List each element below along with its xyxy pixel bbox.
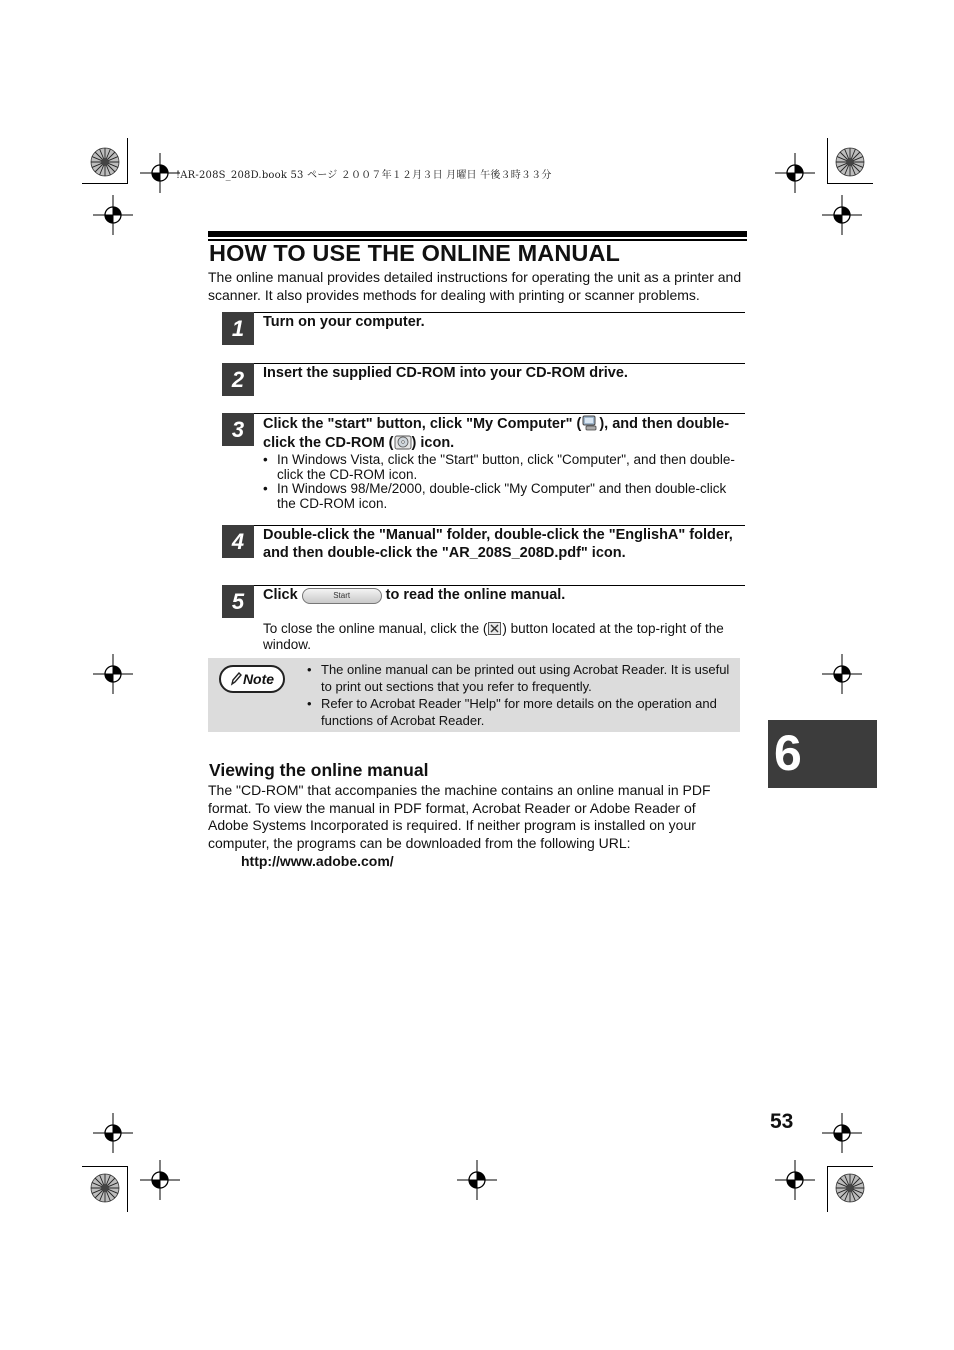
chapter-number: 6 [774,725,802,781]
registration-mark [140,153,180,193]
note-item: • Refer to Acrobat Reader "Help" for more details on the operation and functions of Acrobat Reader. [307,695,737,729]
registration-mark [93,1113,133,1153]
crop-line [127,1166,128,1212]
note-badge-label: Note [242,671,275,687]
note-box [208,658,740,732]
step-text-part: ), and then double-click the CD-ROM ( [263,416,730,451]
step-number: 3 [222,413,254,446]
crop-line [82,183,128,184]
step-number: 4 [222,525,254,558]
bullet-item: • In Windows 98/Me/2000, double-click "My Computer" and then double-click the CD-ROM icon. [263,482,738,511]
step-3-bullet-list [263,453,738,511]
close-icon [488,622,501,635]
registration-mark [775,1160,815,1200]
step-1 [222,312,745,346]
registration-mark [822,195,862,235]
step-text: Insert the supplied CD-ROM into your CD-ROM drive. [263,365,628,381]
note-list [307,661,737,729]
registration-mark [93,654,133,694]
step-text-part: ) icon. [411,435,455,451]
registration-mark [93,195,133,235]
close-instructions [263,621,743,652]
pencil-icon [230,672,242,686]
crop-line [827,1166,828,1212]
printer-star-mark [90,147,120,177]
adobe-url-link[interactable]: http://www.adobe.com/ [241,853,394,869]
step-text: Turn on your computer. [263,314,425,330]
step-text [263,414,738,452]
printer-star-mark [90,1173,120,1203]
start-button[interactable]: Start [302,588,382,604]
crop-line [127,138,128,184]
printer-star-mark [835,147,865,177]
registration-mark [822,654,862,694]
step-number: 2 [222,363,254,396]
crop-line [827,138,828,184]
my-computer-icon [581,414,599,432]
step-5 [222,585,745,619]
step-number: 5 [222,585,254,618]
page-number: 53 [770,1110,794,1133]
close-note-text: To close the online manual, click the ( [263,621,488,636]
intro-paragraph: The online manual provides detailed instructions for operating the unit as a printer and scanner. It also provides methods for dealing with printing or scanner problems. [208,269,742,303]
step-number: 1 [222,312,254,345]
page-title: HOW TO USE THE ONLINE MANUAL [209,240,620,266]
step-text-part: Click the "start" button, click "My Computer" ( [263,416,582,432]
registration-mark [822,1113,862,1153]
section-body: The "CD-ROM" that accompanies the machine contains an online manual in PDF format. To view the manual in PDF format, Acrobat Reader or Adobe Reader of Adobe Systems Incorporated is required. If neither program is installed on your computer, the programs can be downloaded from the following URL: [208,782,711,851]
bullet-item: • In Windows Vista, click the "Start" button, click "Computer", and then double-click the CD-ROM icon. [263,453,738,482]
step-text-part: Click [263,587,298,603]
section-heading: Viewing the online manual [209,760,429,780]
registration-mark [140,1160,180,1200]
crop-line [827,1166,873,1167]
step-2 [222,363,745,397]
book-file-header: !AR-208S_208D.book 53 ページ ２００７年１２月３日 月曜日 午後３時３３分 [176,170,552,181]
close-note-text: ) button located at the top-right of the window. [263,621,724,652]
title-rule [208,231,747,237]
note-badge [219,665,285,693]
registration-mark [457,1160,497,1200]
step-text: Double-click the "Manual" folder, double-click the "EnglishA" folder, and then double-click the "AR_208S_208D.pdf" icon. [263,527,733,561]
step-3 [222,413,745,513]
registration-mark [775,153,815,193]
chapter-tab [768,720,877,788]
crop-line [827,183,873,184]
step-4 [222,525,745,559]
printer-star-mark [835,1173,865,1203]
note-item: • The online manual can be printed out using Acrobat Reader. It is useful to print out sections that you refer to frequently. [307,661,737,695]
crop-line [82,1166,128,1167]
step-text [263,586,738,604]
step-text-part: to read the online manual. [385,587,566,603]
cd-rom-icon [394,433,412,451]
